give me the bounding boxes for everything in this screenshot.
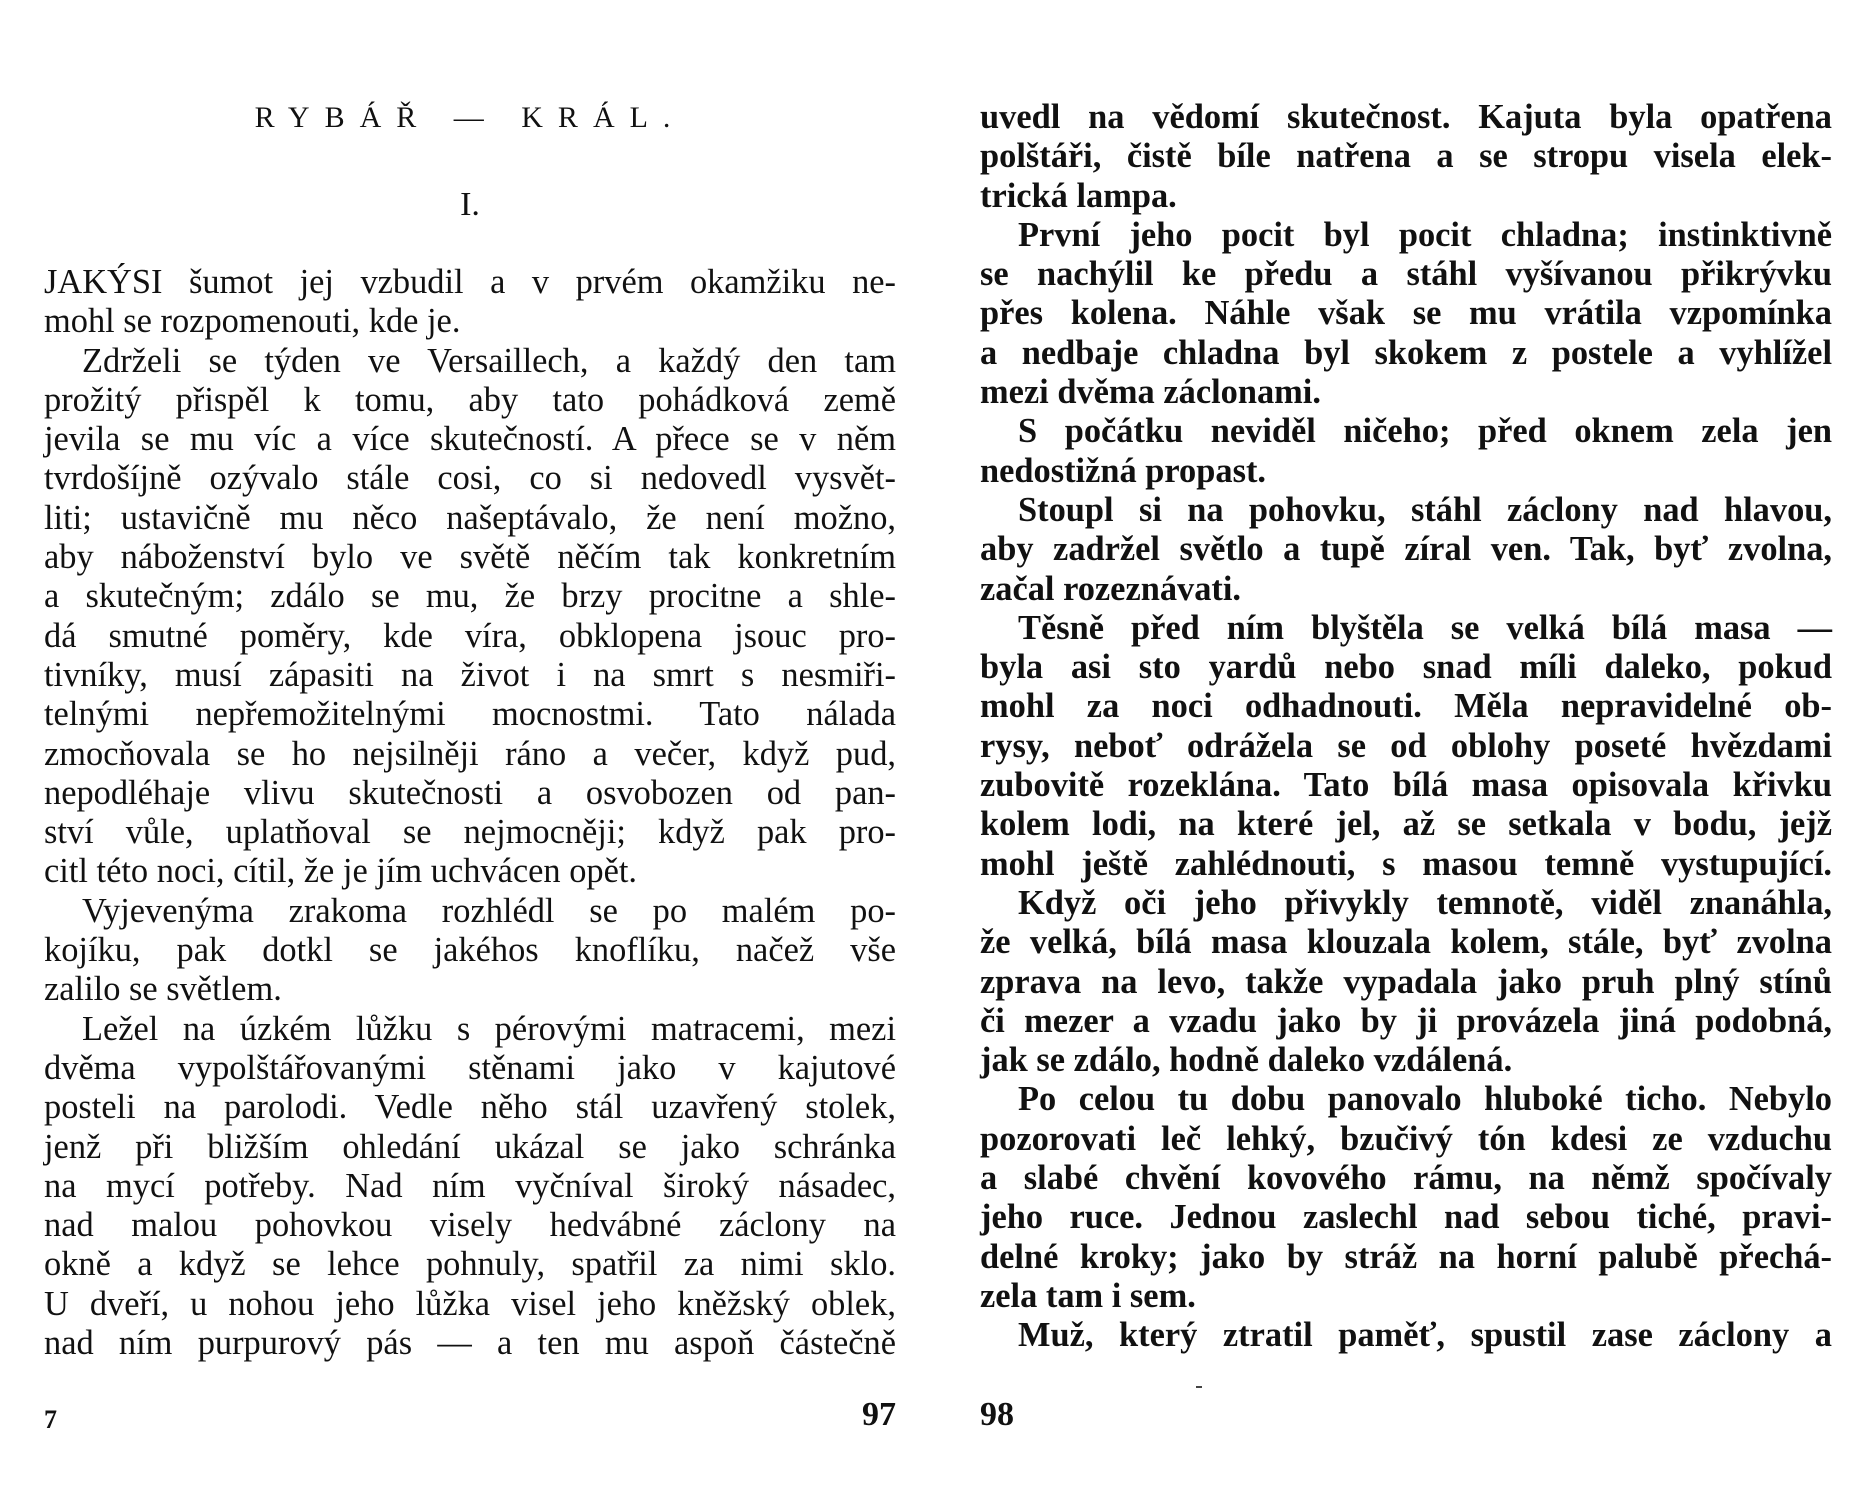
text-line: nad malou pohovkou visely hedvábné záclony na (44, 1206, 896, 1245)
right-page-text (980, 98, 1832, 1356)
text-line: nepodléhaje vlivu skutečnosti a osvobozen od pan- (44, 773, 896, 812)
text-line: jak se zdálo, hodně daleko vzdálená. (980, 1041, 1513, 1080)
left-page-text (44, 263, 896, 1363)
text-line: S počátku neviděl ničeho; před oknem zela jen (1018, 412, 1832, 451)
text-line: zela tam i sem. (980, 1276, 1196, 1315)
text-line: nedostižná propast. (980, 451, 1267, 490)
text-line: trická lampa. (980, 176, 1177, 215)
text-line: zmocňovala se ho nejsilněji ráno a večer, když pud, (44, 734, 896, 773)
text-line: a nedbaje chladna byl skokem z postele a vyhlížel (980, 333, 1832, 372)
text-line: že velká, bílá masa klouzala kolem, stále, byť zvolna (980, 923, 1832, 962)
text-line: mezi dvěma záclonami. (980, 373, 1321, 412)
text-line: uvedl na vědomí skutečnost. Kajuta byla opatřena (980, 98, 1832, 136)
text-line: Těsně před ním blyštěla se velká bílá masa — (1018, 608, 1832, 647)
text-line: rysy, neboť odrážela se od oblohy poseté hvězdami (980, 726, 1832, 765)
text-line: nad ním purpurový pás — a ten mu aspoň částečně (44, 1324, 896, 1363)
text-line: a skutečným; zdálo se mu, že brzy procitne a shle- (44, 577, 896, 616)
text-line: dá smutné poměry, kde víra, obklopena jsouc pro- (44, 616, 896, 655)
text-line: citl této noci, cítil, že je jím uchvácen opět. (44, 852, 638, 891)
right-page (980, 0, 1832, 1500)
text-line: kolem lodi, na které jel, až se setkala v bodu, jejž (980, 805, 1832, 844)
text-line: mohl ještě zahlédnouti, s masou temně vystupující. (980, 844, 1832, 883)
text-line: U dveří, u nohou jeho lůžka visel jeho kněžský oblek, (44, 1284, 896, 1323)
text-line: mohl za noci odhadnouti. Měla nepravidelné ob- (980, 687, 1832, 726)
text-line: delné kroky; jako by stráž na horní palubě přechá- (980, 1237, 1832, 1276)
text-line: dvěma vypolštářovanými stěnami jako v kajutové (44, 1048, 896, 1087)
running-title: RYBÁŘ — KRÁL. (254, 101, 686, 134)
text-line: jenž při bližším ohledání ukázal se jako schránka (44, 1127, 896, 1166)
text-line: kojíku, pak dotkl se jakéhos knoflíku, načež vše (44, 931, 896, 970)
text-line: Po celou tu dobu panovalo hluboké ticho. Nebylo (1018, 1080, 1832, 1119)
text-line: aby náboženství bylo ve světě něčím tak konkretním (44, 538, 896, 577)
text-line: Ležel na úzkém lůžku s pérovými matracemi, mezi (82, 1009, 896, 1048)
chapter-number: I. (460, 186, 480, 223)
text-line: tvrdošíjně ozývalo stále cosi, co si nedovedl vysvět- (44, 459, 896, 498)
text-line: aby zadržel světlo a tupě zíral ven. Tak, byť zvolna, (980, 530, 1832, 569)
text-line: začal rozeznávati. (980, 569, 1242, 608)
text-line: zubovitě rozeklána. Tato bílá masa opisovala křivku (980, 766, 1832, 805)
text-line: pozorovati leč lehký, bzučivý tón kdesi ze vzduchu (980, 1119, 1832, 1158)
text-line: liti; ustavičně mu něco našeptávalo, že není možno, (44, 498, 896, 537)
text-line: zalilo se světlem. (44, 970, 282, 1009)
text-line: na mycí potřeby. Nad ním vyčníval široký násadec, (44, 1166, 896, 1205)
text-line: okně a když se lehce pohnuly, spatřil za nimi sklo. (44, 1245, 896, 1284)
text-line: polštáři, čistě bíle natřena a se stropu visela elek- (980, 137, 1832, 176)
text-line: Když oči jeho přivykly temnotě, viděl znanáhla, (1018, 883, 1832, 922)
text-line: Muž, který ztratil paměť, spustil zase záclony a (1018, 1316, 1832, 1355)
text-line: či mezer a vzadu jako by ji provázela jiná podobná, (980, 1001, 1832, 1040)
text-line: ství vůle, uplatňoval se nejmocněji; když pak pro- (44, 813, 896, 852)
text-line: Stoupl si na pohovku, stáhl záclony nad hlavou, (1018, 490, 1832, 529)
left-page (44, 0, 896, 1500)
text-line: posteli na parolodi. Vedle něho stál uzavřený stolek, (44, 1088, 896, 1127)
text-line: jevila se mu víc a více skutečností. A přece se v něm (44, 420, 896, 459)
text-line: prožitý přispěl k tomu, aby tato pohádková země (44, 380, 896, 419)
text-line: JAKÝSI šumot jej vzbudil a v prvém okamžiku ne- (44, 263, 896, 301)
signature-mark: 7 (44, 1405, 57, 1434)
page-number-right: 98 (980, 1396, 1014, 1433)
text-line: Zdrželi se týden ve Versaillech, a každý den tam (82, 341, 896, 380)
text-line: tivníky, musí zápasiti na život i na smrt s nesmiři- (44, 655, 896, 694)
text-line: První jeho pocit byl pocit chladna; instinktivně (1018, 215, 1832, 254)
text-line: jeho ruce. Jednou zaslechl nad sebou tiché, pravi- (980, 1198, 1832, 1237)
text-line: mohl se rozpomenouti, kde je. (44, 302, 461, 341)
text-line: byla asi sto yardů nebo snad míli daleko, pokud (980, 648, 1832, 687)
text-line: přes kolena. Náhle však se mu vrátila vzpomínka (980, 294, 1832, 333)
text-line: se nachýlil ke předu a stáhl vyšívanou přikrývku (980, 255, 1832, 294)
print-speck (1196, 1386, 1202, 1388)
page-number-left: 97 (862, 1396, 896, 1433)
text-line: a slabé chvění kovového rámu, na němž spočívaly (980, 1159, 1832, 1198)
text-line: telnými nepřemožitelnými mocnostmi. Tato nálada (44, 695, 896, 734)
text-line: zprava na levo, takže vypadala jako pruh plný stínů (980, 962, 1832, 1001)
text-line: Vyjevenýma zrakoma rozhlédl se po malém po- (82, 891, 896, 930)
